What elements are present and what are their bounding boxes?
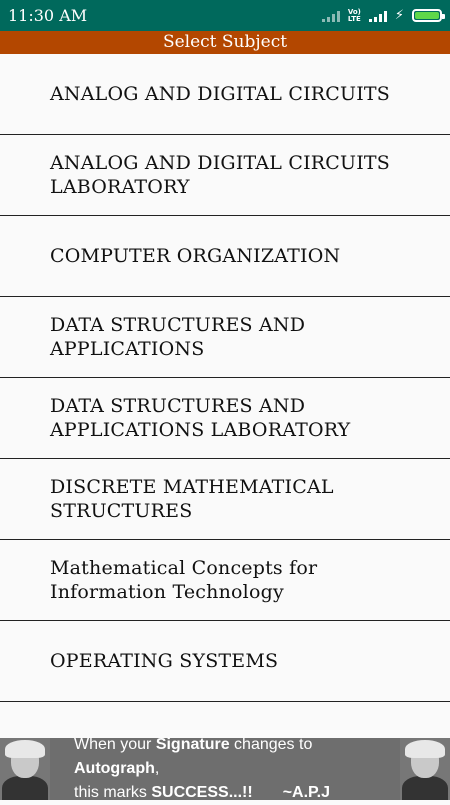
subject-label: DISCRETE MATHEMATICAL STRUCTURES <box>50 476 334 522</box>
subject-list-item[interactable] <box>0 297 450 378</box>
battery-fill <box>415 12 439 19</box>
page-title: Select Subject <box>0 31 450 54</box>
subject-label: ANALOG AND DIGITAL CIRCUITS LABORATORY <box>50 152 391 198</box>
ad-quote-line1: When your Signature changes to Autograph, <box>74 736 313 777</box>
ad-quote-line2: this marks SUCCESS...!! ~A.P.J <box>74 781 400 805</box>
subject-label: DATA STRUCTURES AND APPLICATIONS <box>50 314 306 360</box>
charging-bolt-icon: ⚡ <box>394 8 404 23</box>
ad-portrait-right-image <box>400 738 450 800</box>
ad-portrait-left-image <box>0 738 50 800</box>
subject-label: Mathematical Concepts for Information Technology <box>50 557 318 603</box>
volte-top-label: Vo) <box>347 7 361 16</box>
subject-list-item[interactable] <box>0 54 450 135</box>
subject-list-item[interactable] <box>0 378 450 459</box>
subject-list-item[interactable] <box>0 459 450 540</box>
subject-list-item[interactable] <box>0 135 450 216</box>
volte-icon <box>348 9 361 23</box>
subject-list-item[interactable] <box>0 216 450 297</box>
status-icons <box>322 8 442 23</box>
battery-icon <box>412 9 442 22</box>
status-time: 11:30 AM <box>8 6 88 25</box>
signal-strength-icon-sim2 <box>369 10 387 22</box>
subject-list <box>0 54 450 738</box>
volte-bottom-label: LTE <box>347 14 361 23</box>
ad-quote-author: ~A.P.J <box>282 784 330 801</box>
subject-list-item[interactable] <box>0 621 450 702</box>
signal-strength-icon-sim1 <box>322 10 340 22</box>
subject-label: OPERATING SYSTEMS <box>50 650 279 672</box>
status-bar <box>0 0 450 31</box>
ad-banner[interactable] <box>0 738 450 800</box>
subject-label: ANALOG AND DIGITAL CIRCUITS <box>50 83 391 105</box>
subject-label: COMPUTER ORGANIZATION <box>50 245 341 267</box>
subject-label: DATA STRUCTURES AND APPLICATIONS LABORATORY <box>50 395 351 441</box>
subject-list-item[interactable] <box>0 540 450 621</box>
ad-quote <box>50 738 400 800</box>
